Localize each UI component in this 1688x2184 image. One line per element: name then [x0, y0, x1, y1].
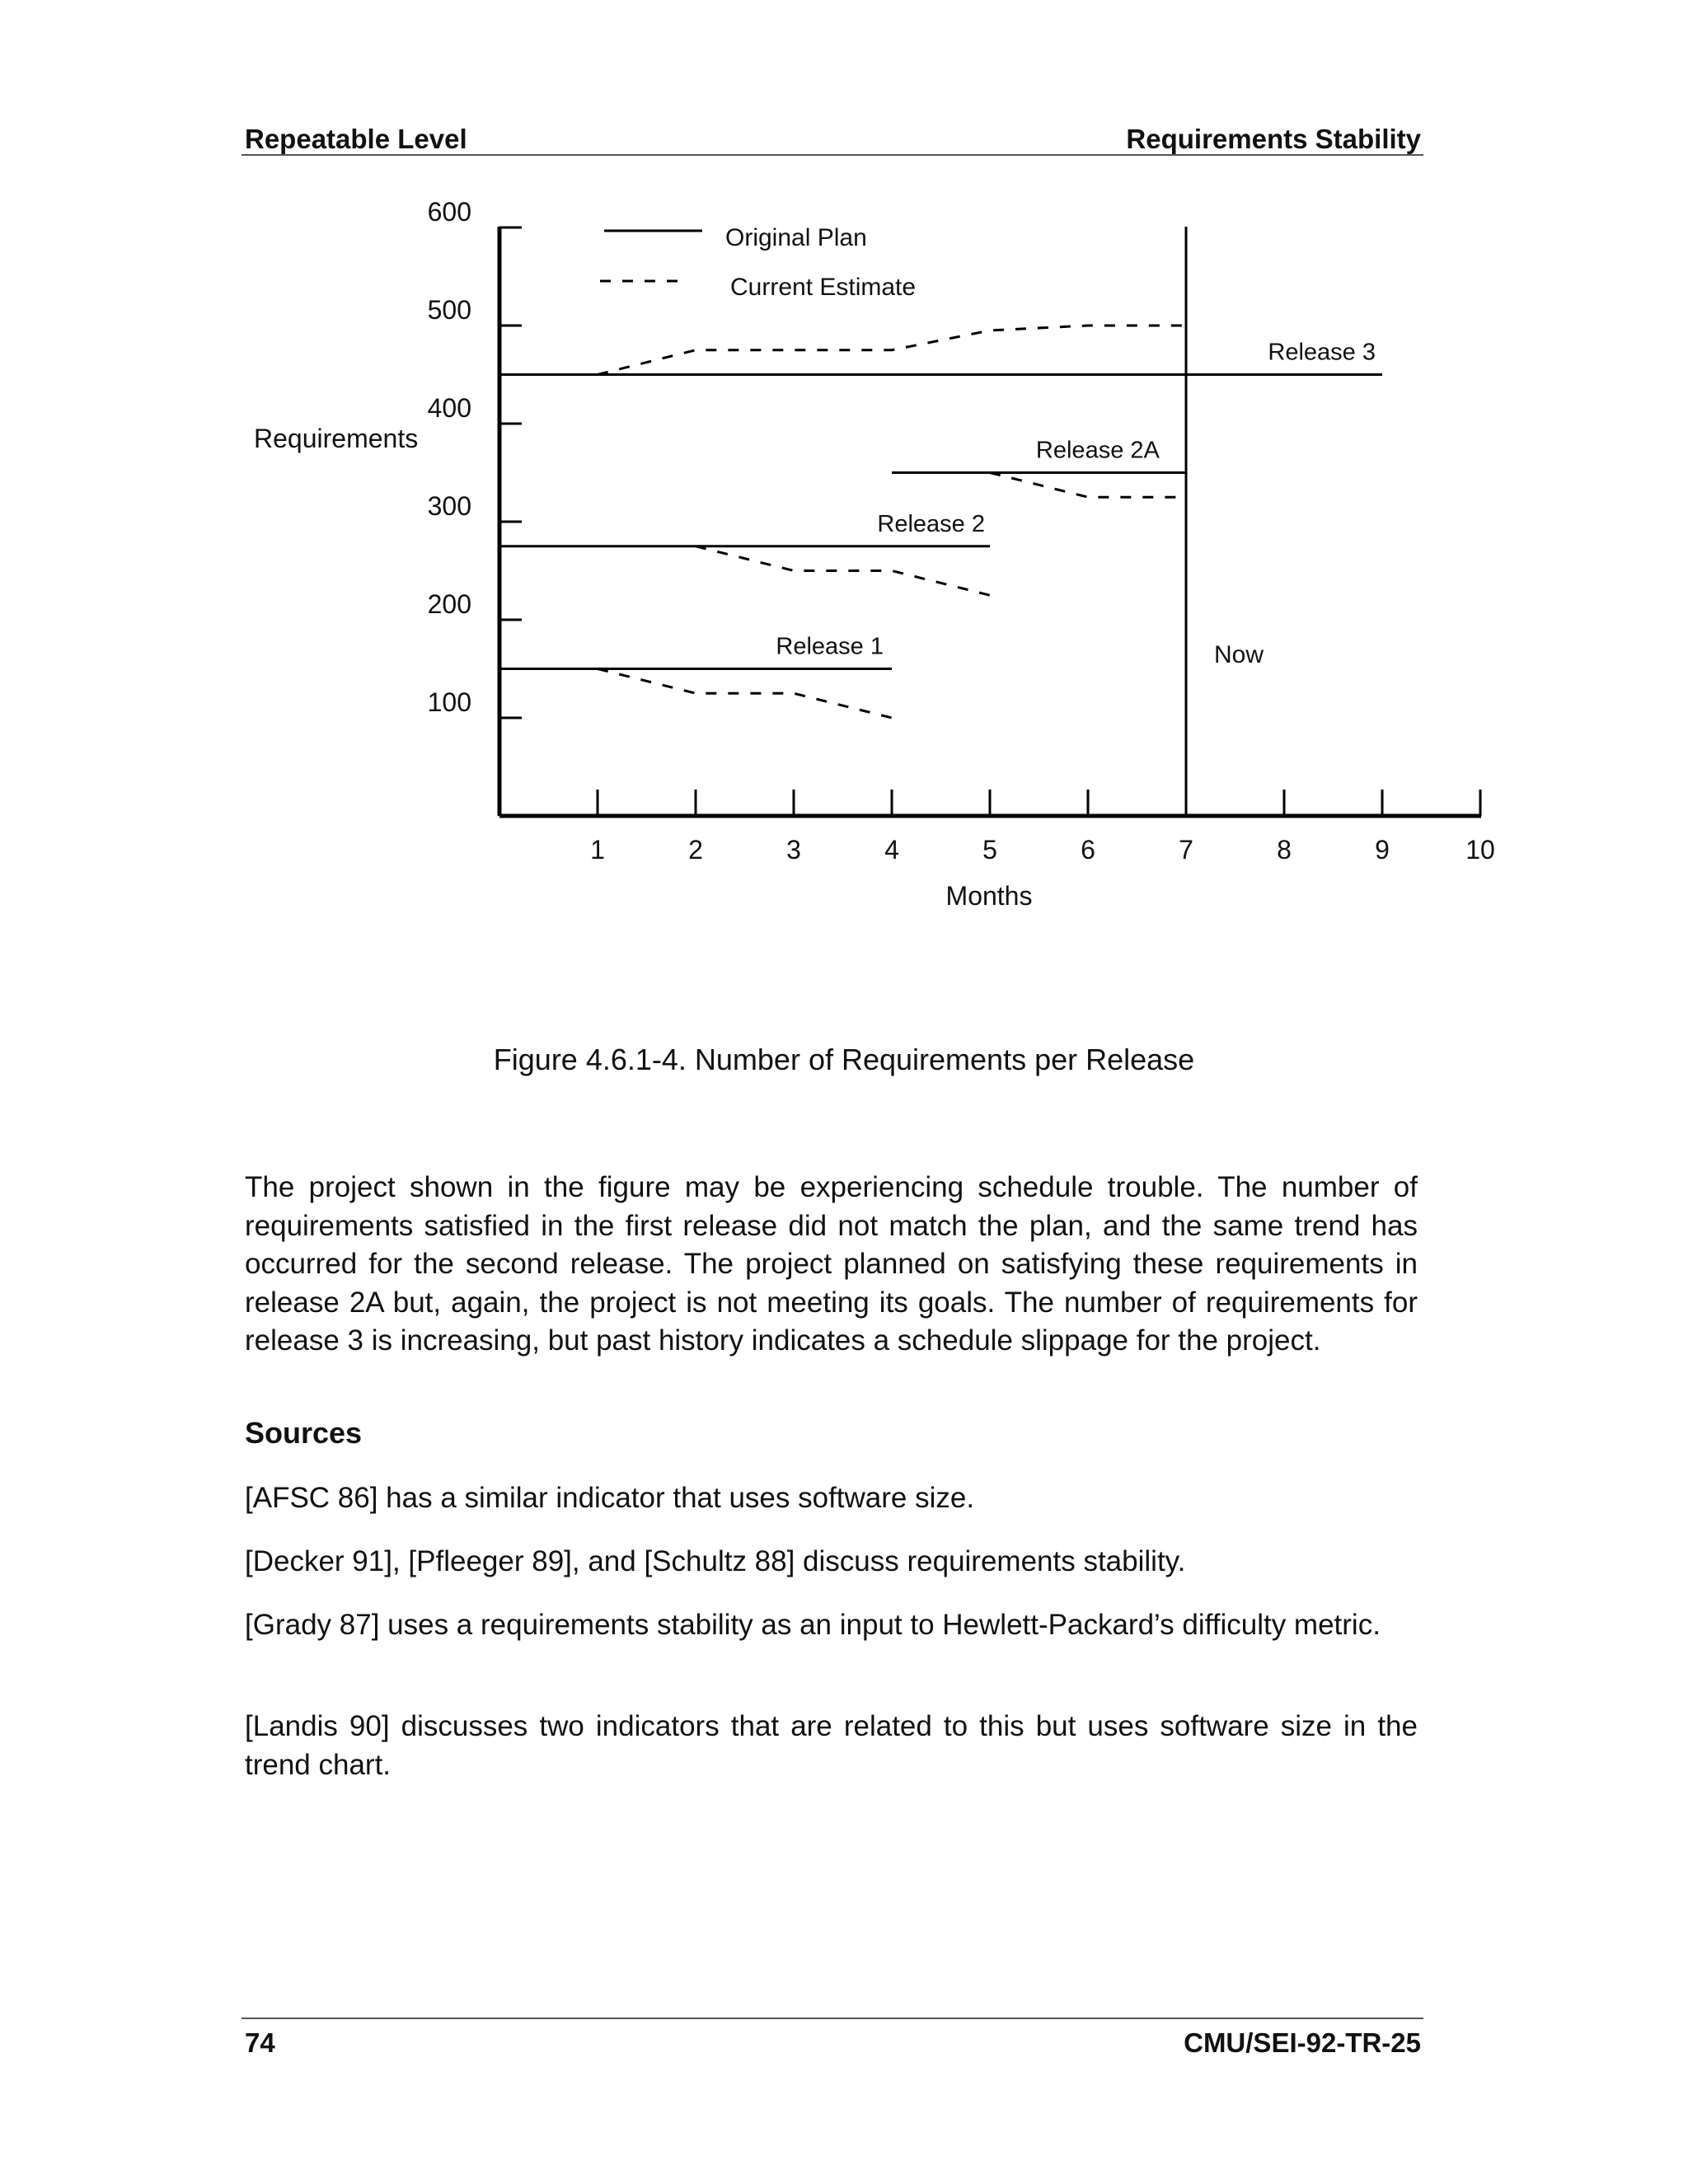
release-2a-label: Release 2A [1035, 437, 1160, 464]
now-label: Now [1214, 641, 1264, 668]
figure-caption: Figure 4.6.1-4. Number of Requirements per Release [493, 1043, 1195, 1076]
legend-current-estimate: Current Estimate [730, 274, 917, 301]
source-entry-3 [245, 1606, 1418, 1645]
x-axis-label: Months [945, 881, 1033, 911]
source-entry-1 [245, 1479, 1418, 1518]
source-text: [Decker 91], [Pfleeger 89], and [Schultz 88] discuss requirements stability. [245, 1545, 1186, 1577]
page-number: 74 [245, 2027, 275, 2058]
x-tick-label: 8 [1277, 835, 1292, 865]
y-axis-label: Requirements [254, 424, 419, 453]
release-1-estimate-line [598, 669, 892, 719]
x-tick-label: 4 [884, 835, 899, 865]
source-entry-2 [245, 1543, 1418, 1582]
x-tick-label: 7 [1179, 835, 1193, 865]
y-tick-label: 400 [427, 393, 471, 423]
header-section: Repeatable Level [245, 124, 467, 154]
release-3-estimate-line [598, 326, 1186, 375]
x-tick-label: 6 [1081, 835, 1095, 865]
x-tick-label: 10 [1465, 835, 1495, 865]
x-tick-label: 2 [688, 835, 703, 865]
x-tick-label: 9 [1375, 835, 1390, 865]
source-text: [Grady 87] uses a requirements stability as an input to Hewlett-Packard’s difficulty metric. [245, 1609, 1381, 1641]
x-tick-label: 5 [982, 835, 997, 865]
report-id: CMU/SEI-92-TR-25 [1184, 2027, 1421, 2058]
analysis-paragraph-block [245, 1169, 1418, 1361]
release-3-label: Release 3 [1268, 339, 1376, 366]
sources-heading: Sources [245, 1416, 363, 1450]
source-text: [AFSC 86] has a similar indicator that uses software size. [245, 1482, 975, 1514]
footer-rule [241, 2018, 1423, 2019]
release-2-estimate-line [696, 546, 990, 596]
y-tick-label: 500 [427, 295, 471, 325]
source-text: [Landis 90] discusses two indicators that are related to this but uses software size in the trend chart. [245, 1710, 1418, 1781]
legend-original-plan: Original Plan [725, 224, 867, 251]
y-tick-label: 200 [427, 589, 471, 619]
header-topic: Requirements Stability [1126, 124, 1421, 154]
analysis-paragraph: The project shown in the figure may be experiencing schedule trouble. The number of requirements satisfied in the first release did not match the plan, and the same trend has occurred for the second release. The project planned on satisfying these requirements in release 2A but, again, the project is not meeting its goals. The number of requirements for release 3 is increasing, but past history indicates a schedule slippage for the project. [245, 1171, 1418, 1357]
legend [600, 224, 916, 301]
y-tick-label: 300 [427, 491, 471, 521]
y-tick-label: 600 [427, 197, 471, 227]
requirements-chart [0, 0, 1688, 931]
release-1-label: Release 1 [776, 633, 884, 660]
x-tick-label: 1 [590, 835, 605, 865]
x-tick-label: 3 [786, 835, 801, 865]
y-tick-label: 100 [427, 687, 471, 717]
release-2a-estimate-line [990, 473, 1186, 498]
release-2-label: Release 2 [877, 510, 985, 537]
source-entry-4 [245, 1708, 1418, 1784]
